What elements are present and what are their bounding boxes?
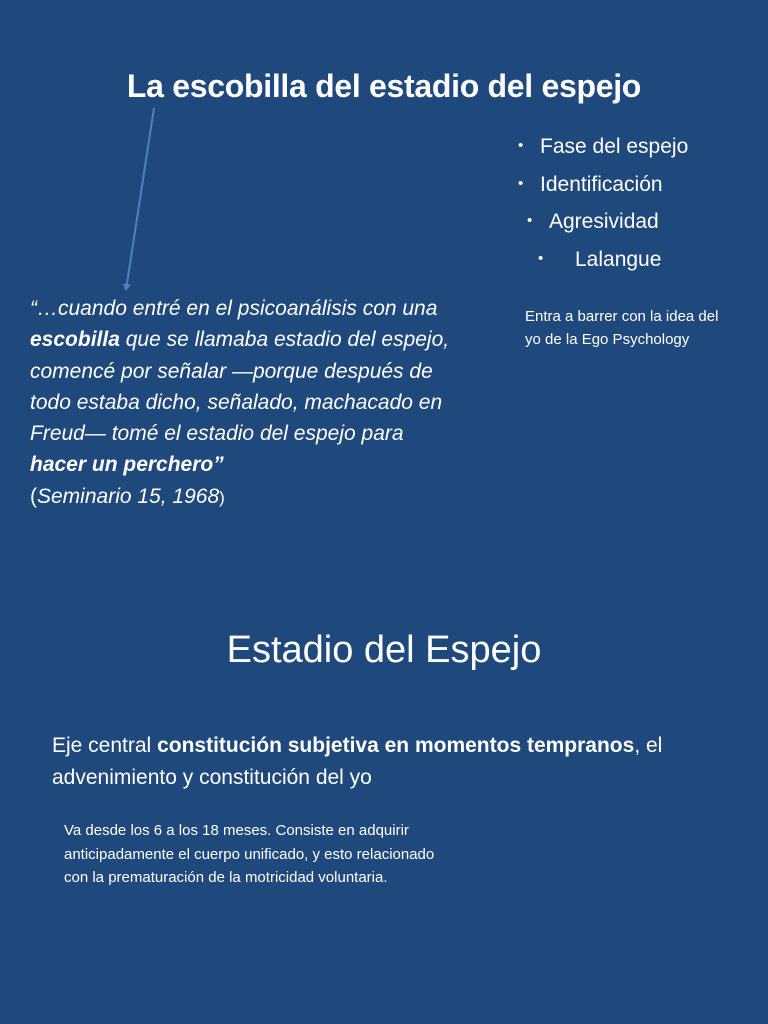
lead-paragraph: [52, 730, 742, 794]
slide-title: Estadio del Espejo: [226, 629, 542, 671]
quote-emphasis: escobilla: [30, 328, 120, 352]
bullet-label: Lalangue: [575, 247, 662, 271]
detail-paragraph: Va desde los 6 a los 18 meses. Consiste en adquirir anticipadamente el cuerpo unificado, y esto relacionado con la prematuración de la motricidad voluntaria.: [64, 822, 435, 886]
closing-quote-mark: ”: [213, 453, 224, 477]
citation-paren: ): [219, 487, 225, 507]
bullet-item: [500, 241, 730, 279]
slide-estadio-del-espejo: [0, 512, 768, 1024]
lead-text: , el advenimiento y constitución del yo: [52, 734, 663, 789]
bullet-label: Fase del espejo: [540, 135, 689, 158]
citation-paren: (: [30, 484, 37, 508]
bullet-item: [500, 128, 730, 166]
quote-citation: Seminario 15, 1968: [37, 484, 220, 508]
lacan-quote: [30, 293, 460, 513]
bullet-dot: •: [518, 174, 524, 192]
lead-emphasis: constitución subjetiva en momentos tempranos: [157, 734, 635, 757]
quote-emphasis: hacer un perchero: [30, 453, 214, 477]
quote-text: “…cuando entré en el psicoanálisis con una: [30, 297, 438, 320]
slide-title: La escobilla del estadio del espejo: [126, 68, 642, 104]
bullet-label: Agresividad: [549, 210, 659, 233]
bullet-item: [500, 203, 730, 241]
topic-bullet-list: [500, 128, 730, 278]
bullet-dot: •: [518, 137, 524, 154]
lead-text: Eje central: [52, 734, 158, 757]
quote-text: que se llamaba estadio del espejo, comencé por señalar —porque después de todo estaba dicho, señalado, machacado en Freud— tomé el estadio del espejo para: [30, 328, 450, 446]
bullet-label: Identificación: [540, 172, 663, 196]
bullet-dot: •: [538, 249, 544, 267]
bullet-dot: •: [527, 212, 533, 229]
side-note: Entra a barrer con la idea del yo de la Ego Psychology: [525, 308, 719, 348]
bullet-item: [500, 166, 730, 204]
